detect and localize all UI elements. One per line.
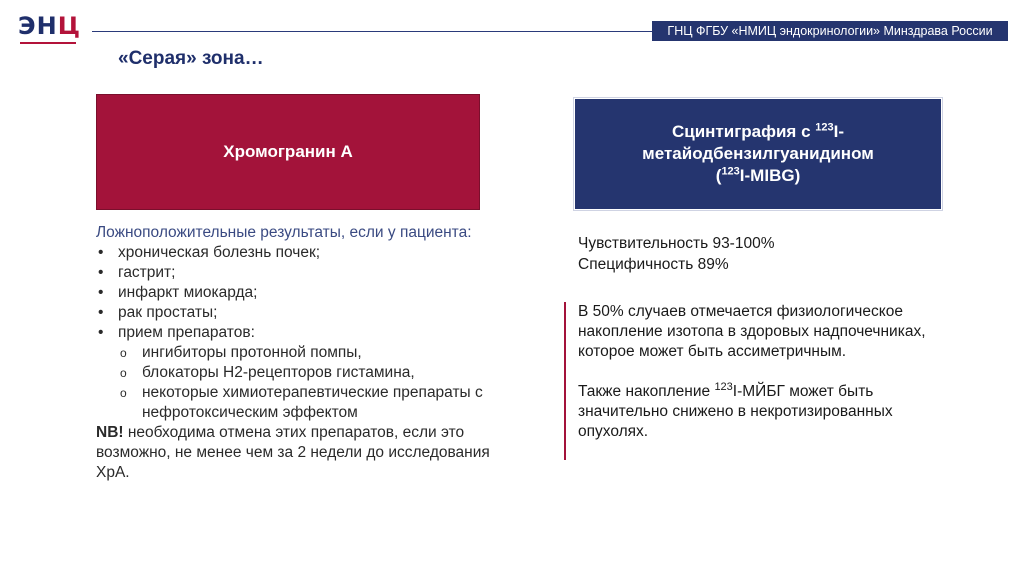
nb-label: NB! [96, 424, 124, 441]
header-divider [92, 31, 652, 32]
isotope-superscript: 123 [721, 165, 740, 178]
list-item: o ингибиторы протонной помпы, [120, 343, 496, 363]
drug-list [96, 343, 496, 423]
scintigraphy-label [642, 121, 874, 187]
logo-underline [20, 42, 76, 44]
chromogranin-box [96, 94, 480, 210]
nb-note [96, 423, 496, 483]
list-item: • инфаркт миокарда; [96, 283, 496, 303]
list-item: o блокаторы Н2-рецепторов гистамина, [120, 363, 496, 383]
isotope-superscript: 123 [714, 380, 733, 393]
list-item: • прием препаратов: [96, 323, 496, 343]
logo-text: ЭН [18, 12, 58, 40]
scintigraphy-line3-prefix: ( [715, 166, 722, 185]
list-item: • хроническая болезнь почек; [96, 243, 496, 263]
slide-title: «Серая» зона… [118, 48, 264, 69]
list-item: • рак простаты; [96, 303, 496, 323]
logo [18, 12, 81, 40]
isotope-superscript: 123 [815, 121, 834, 134]
false-positive-section [96, 223, 496, 483]
organization-banner: ГНЦ ФГБУ «НМИЦ эндокринологии» Минздрава России [652, 21, 1008, 41]
condition-list [96, 243, 496, 343]
scintigraphy-line1-prefix: Сцинтиграфия с [671, 122, 816, 141]
accent-bar [564, 302, 566, 460]
specificity-text: Специфичность 89% [578, 256, 729, 273]
test-statistics [578, 233, 978, 275]
scintigraphy-notes [578, 302, 938, 442]
list-item: o некоторые химиотерапевтические препараты с нефротоксическим эффектом [120, 383, 496, 423]
sensitivity-text: Чувствительность 93-100% [578, 235, 775, 252]
note-prefix: Также накопление [578, 383, 715, 400]
false-positive-intro: Ложноположительные результаты, если у пациента: [96, 224, 472, 241]
scintigraphy-box [573, 97, 943, 211]
list-item: • гастрит; [96, 263, 496, 283]
nb-text: необходима отмена этих препаратов, если это возможно, не менее чем за 2 недели до исследования ХрА. [96, 424, 490, 481]
scintigraphy-line1-suffix: I- [833, 122, 845, 141]
scintigraphy-line2: метайодбензилгуанидином [642, 144, 874, 163]
necrotic-uptake-note [578, 382, 938, 442]
chromogranin-label: Хромогранин А [223, 142, 353, 161]
note-suffix: I-МЙБГ может быть значительно снижено в некротизированных опухолях. [578, 383, 893, 440]
physiological-uptake-note: В 50% случаев отмечается физиологическое накопление изотопа в здоровых надпочечниках, которое может быть ассиметричным. [578, 303, 926, 360]
logo-accent-letter: Ц [57, 12, 81, 40]
scintigraphy-line3-suffix: I-MIBG) [739, 166, 801, 185]
